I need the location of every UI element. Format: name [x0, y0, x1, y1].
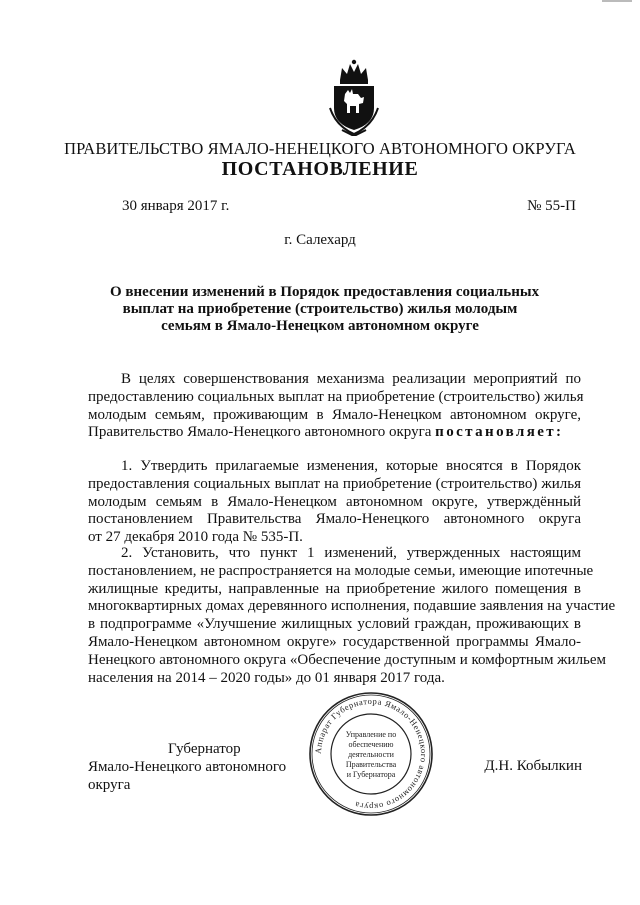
stamp-center-line: Правительства: [345, 760, 397, 769]
subject-line: О внесении изменений в Порядок предоставления социальных: [110, 284, 540, 300]
paragraph-line: молодым семьям в Ямало-Ненецком автономном округе, утверждённый: [88, 493, 581, 510]
stamp-center-line: обеспечению: [348, 740, 394, 749]
government-name: ПРАВИТЕЛЬСТВО ЯМАЛО-НЕНЕЦКОГО АВТОНОМНОГО ОКРУГА: [64, 139, 576, 158]
paragraph-line: населения на 2014 – 2020 годы» до 01 января 2017 года.: [88, 669, 445, 686]
paragraph-line: В целях совершенствования механизма реализации мероприятий по: [121, 371, 581, 387]
paragraph-line: многоквартирных домах деревянного исполнения, подавшие заявления на участие: [88, 598, 616, 615]
signer-region: Ямало-Ненецкого автономного округа: [88, 759, 287, 793]
document-subject: [110, 284, 540, 335]
paragraph-line: [88, 424, 581, 442]
document-type-heading: ПОСТАНОВЛЕНИЕ: [221, 158, 419, 180]
stamp-center-line: деятельности: [348, 750, 394, 759]
paragraph-line: 1. Утвердить прилагаемые изменения, которые вносятся в Порядок: [121, 458, 581, 474]
subject-line: семьям в Ямало-Ненецком автономном округе: [161, 318, 479, 334]
paragraph-line: в подпрограмме «Улучшение жилищных условий граждан, проживающих в: [88, 616, 581, 633]
paragraph-line: 2. Установить, что пункт 1 изменений, утвержденных настоящим: [121, 545, 581, 561]
decree-word: постановляет:: [435, 424, 564, 441]
paragraph-line: молодым семьям, проживающим в Ямало-Ненецком автономном округе,: [88, 406, 581, 423]
subject-line: выплат на приобретение (строительство) жилья молодым: [122, 301, 518, 317]
signer-position: Губернатор: [168, 741, 241, 757]
paragraph-text: Правительство Ямало-Ненецкого автономного округа: [88, 424, 432, 441]
document-date: 30 января 2017 г.: [122, 198, 230, 214]
paragraph-line: предоставления социальных выплат на приобретение (строительство) жилья: [88, 475, 581, 492]
paragraph-line: Ненецкого автономного округа «Обеспечение доступным и комфортным жильем: [88, 651, 607, 668]
item-1-paragraph: [88, 458, 581, 547]
document-number: № 55-П: [527, 198, 576, 214]
signer-name: Д.Н. Кобылкин: [484, 758, 582, 774]
stamp-center-line: Управление по: [345, 730, 397, 739]
document-city: г. Салехард: [284, 232, 356, 248]
item-2-paragraph: [88, 545, 616, 687]
paragraph-line: от 27 декабря 2010 года № 535-П.: [88, 529, 303, 546]
paragraph-line: постановлением Правительства Ямало-Ненецкого автономного округа: [88, 511, 581, 528]
stamp-center-line: и Губернатора: [346, 770, 396, 779]
preamble-paragraph: [88, 371, 584, 442]
scan-artifact: [602, 0, 632, 2]
paragraph-line: постановлением, не распространяется на молодые семьи, имеющие ипотечные: [88, 562, 594, 579]
official-stamp: [307, 690, 435, 818]
paragraph-line: предоставлению социальных выплат на приобретение (строительство) жилья: [88, 388, 584, 405]
paragraph-line: Ямало-Ненецком автономном округе» государственной программы Ямало-: [88, 633, 581, 650]
stamp-ring-text: Аппарат Губернатора Ямало-Ненецкого автономного округа: [312, 695, 430, 813]
yamal-nenets-coat-of-arms-icon: [328, 58, 380, 136]
signer-title: [88, 740, 328, 794]
paragraph-line: жилищные кредиты, направленные на приобретение жилого помещения в: [88, 580, 581, 597]
